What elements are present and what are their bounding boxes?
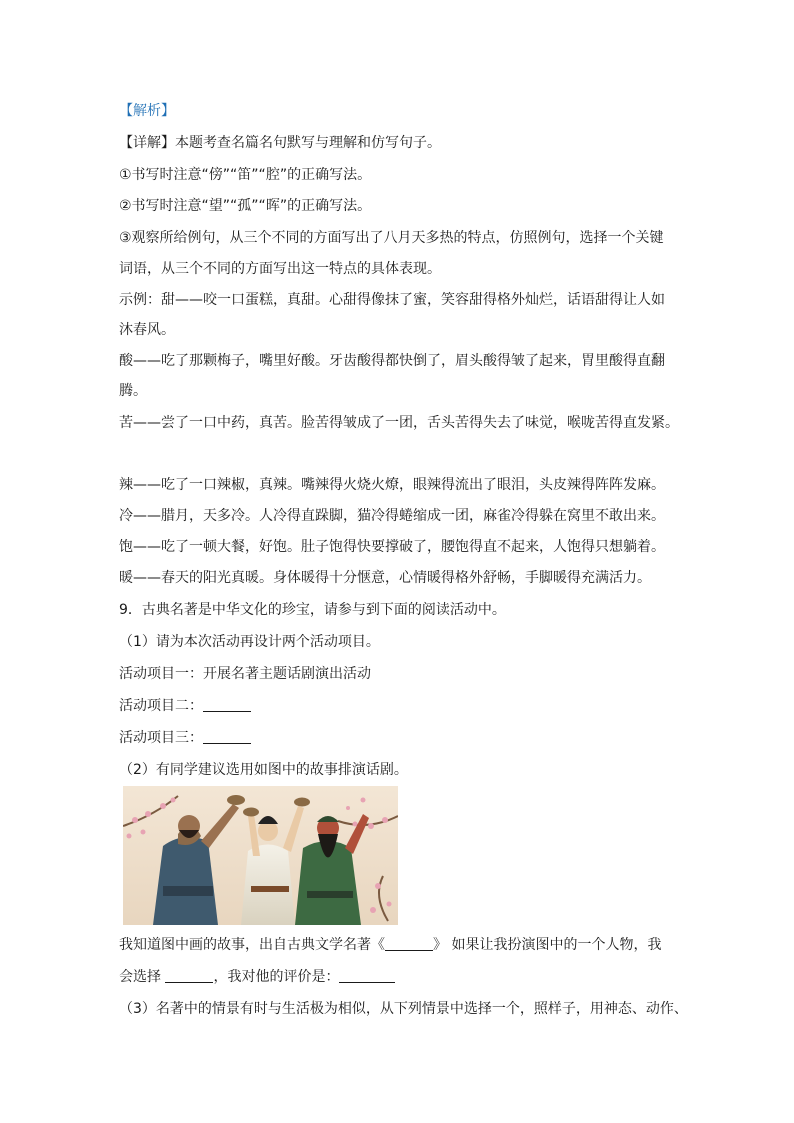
example-spicy: 辣——吃了一口辣椒，真辣。嘴辣得火烧火燎，眼辣得流出了眼泪，头皮辣得阵阵发麻。: [119, 477, 665, 493]
question-9-part1: （1）请为本次活动再设计两个活动项目。: [119, 634, 380, 650]
story-question-b: 》 如果让我扮演图中的一个人物，我: [433, 937, 662, 953]
activity-3-label: 活动项目三：: [119, 730, 203, 746]
detail-tag: 【详解】: [119, 135, 175, 151]
note-1: ①书写时注意“傍”“笛”“腔”的正确写法。: [119, 167, 372, 183]
example-sweet: 示例：甜——咬一口蛋糕，真甜。心甜得像抹了蜜，笑容甜得格外灿烂，话语甜得让人如: [119, 292, 665, 308]
three-kingdoms-illustration: [123, 786, 398, 925]
book-title-blank: [385, 936, 433, 951]
activity-3: [119, 728, 251, 748]
example-full: 饱——吃了一顿大餐，好饱。肚子饱得快要撑破了，腰饱得直不起来，人饱得只想躺着。: [119, 539, 665, 555]
detail-line: [119, 133, 441, 153]
activity-2-label: 活动项目二：: [119, 698, 203, 714]
analysis-tag: 【解析】: [119, 103, 175, 119]
activity-3-blank: [203, 729, 251, 744]
character-blank: [165, 968, 213, 983]
example-sour: 酸——吃了那颗梅子，嘴里好酸。牙齿酸得都快倒了，眉头酸得皱了起来，胃里酸得直翻: [119, 353, 665, 369]
question-9-title: 9．古典名著是中华文化的珍宝，请参与到下面的阅读活动中。: [119, 602, 506, 618]
example-sweet-cont: 沐春风。: [119, 322, 175, 338]
note-2: ②书写时注意“望”“孤”“晖”的正确写法。: [119, 198, 372, 214]
example-cold: 冷——腊月，天多冷。人冷得直跺脚，猫冷得蜷缩成一团，麻雀冷得躲在窝里不敢出来。: [119, 508, 665, 524]
example-warm: 暖——春天的阳光真暖。身体暖得十分惬意，心情暖得格外舒畅，手脚暖得充满活力。: [119, 570, 651, 586]
detail-text: 本题考查名篇名句默写与理解和仿写句子。: [175, 135, 441, 151]
example-sour-cont: 腾。: [119, 383, 147, 399]
activity-2-blank: [203, 697, 251, 712]
story-question: [119, 935, 661, 955]
character-choice: [119, 967, 395, 987]
character-choice-b: ，我对他的评价是：: [213, 969, 340, 985]
question-9-part2: （2）有同学建议选用如图中的故事排演话剧。: [119, 762, 408, 778]
activity-1: 活动项目一：开展名著主题话剧演出活动: [119, 666, 371, 682]
example-bitter: 苦——尝了一口中药，真苦。脸苦得皱成了一团，舌头苦得失去了味觉，喉咙苦得直发紧。: [119, 415, 679, 431]
story-question-a: 我知道图中画的故事，出自古典文学名著《: [119, 937, 385, 953]
evaluation-blank: [339, 968, 395, 983]
question-9-part3: （3）名著中的情景有时与生活极为相似，从下列情景中选择一个，照样子，用神态、动作、: [119, 1001, 688, 1017]
activity-2: [119, 696, 251, 716]
note-3-cont: 词语，从三个不同的方面写出这一特点的具体表现。: [119, 261, 441, 277]
note-3: ③观察所给例句，从三个不同的方面写出了八月天多热的特点，仿照例句，选择一个关键: [119, 230, 664, 246]
character-choice-a: 会选择: [119, 969, 166, 985]
